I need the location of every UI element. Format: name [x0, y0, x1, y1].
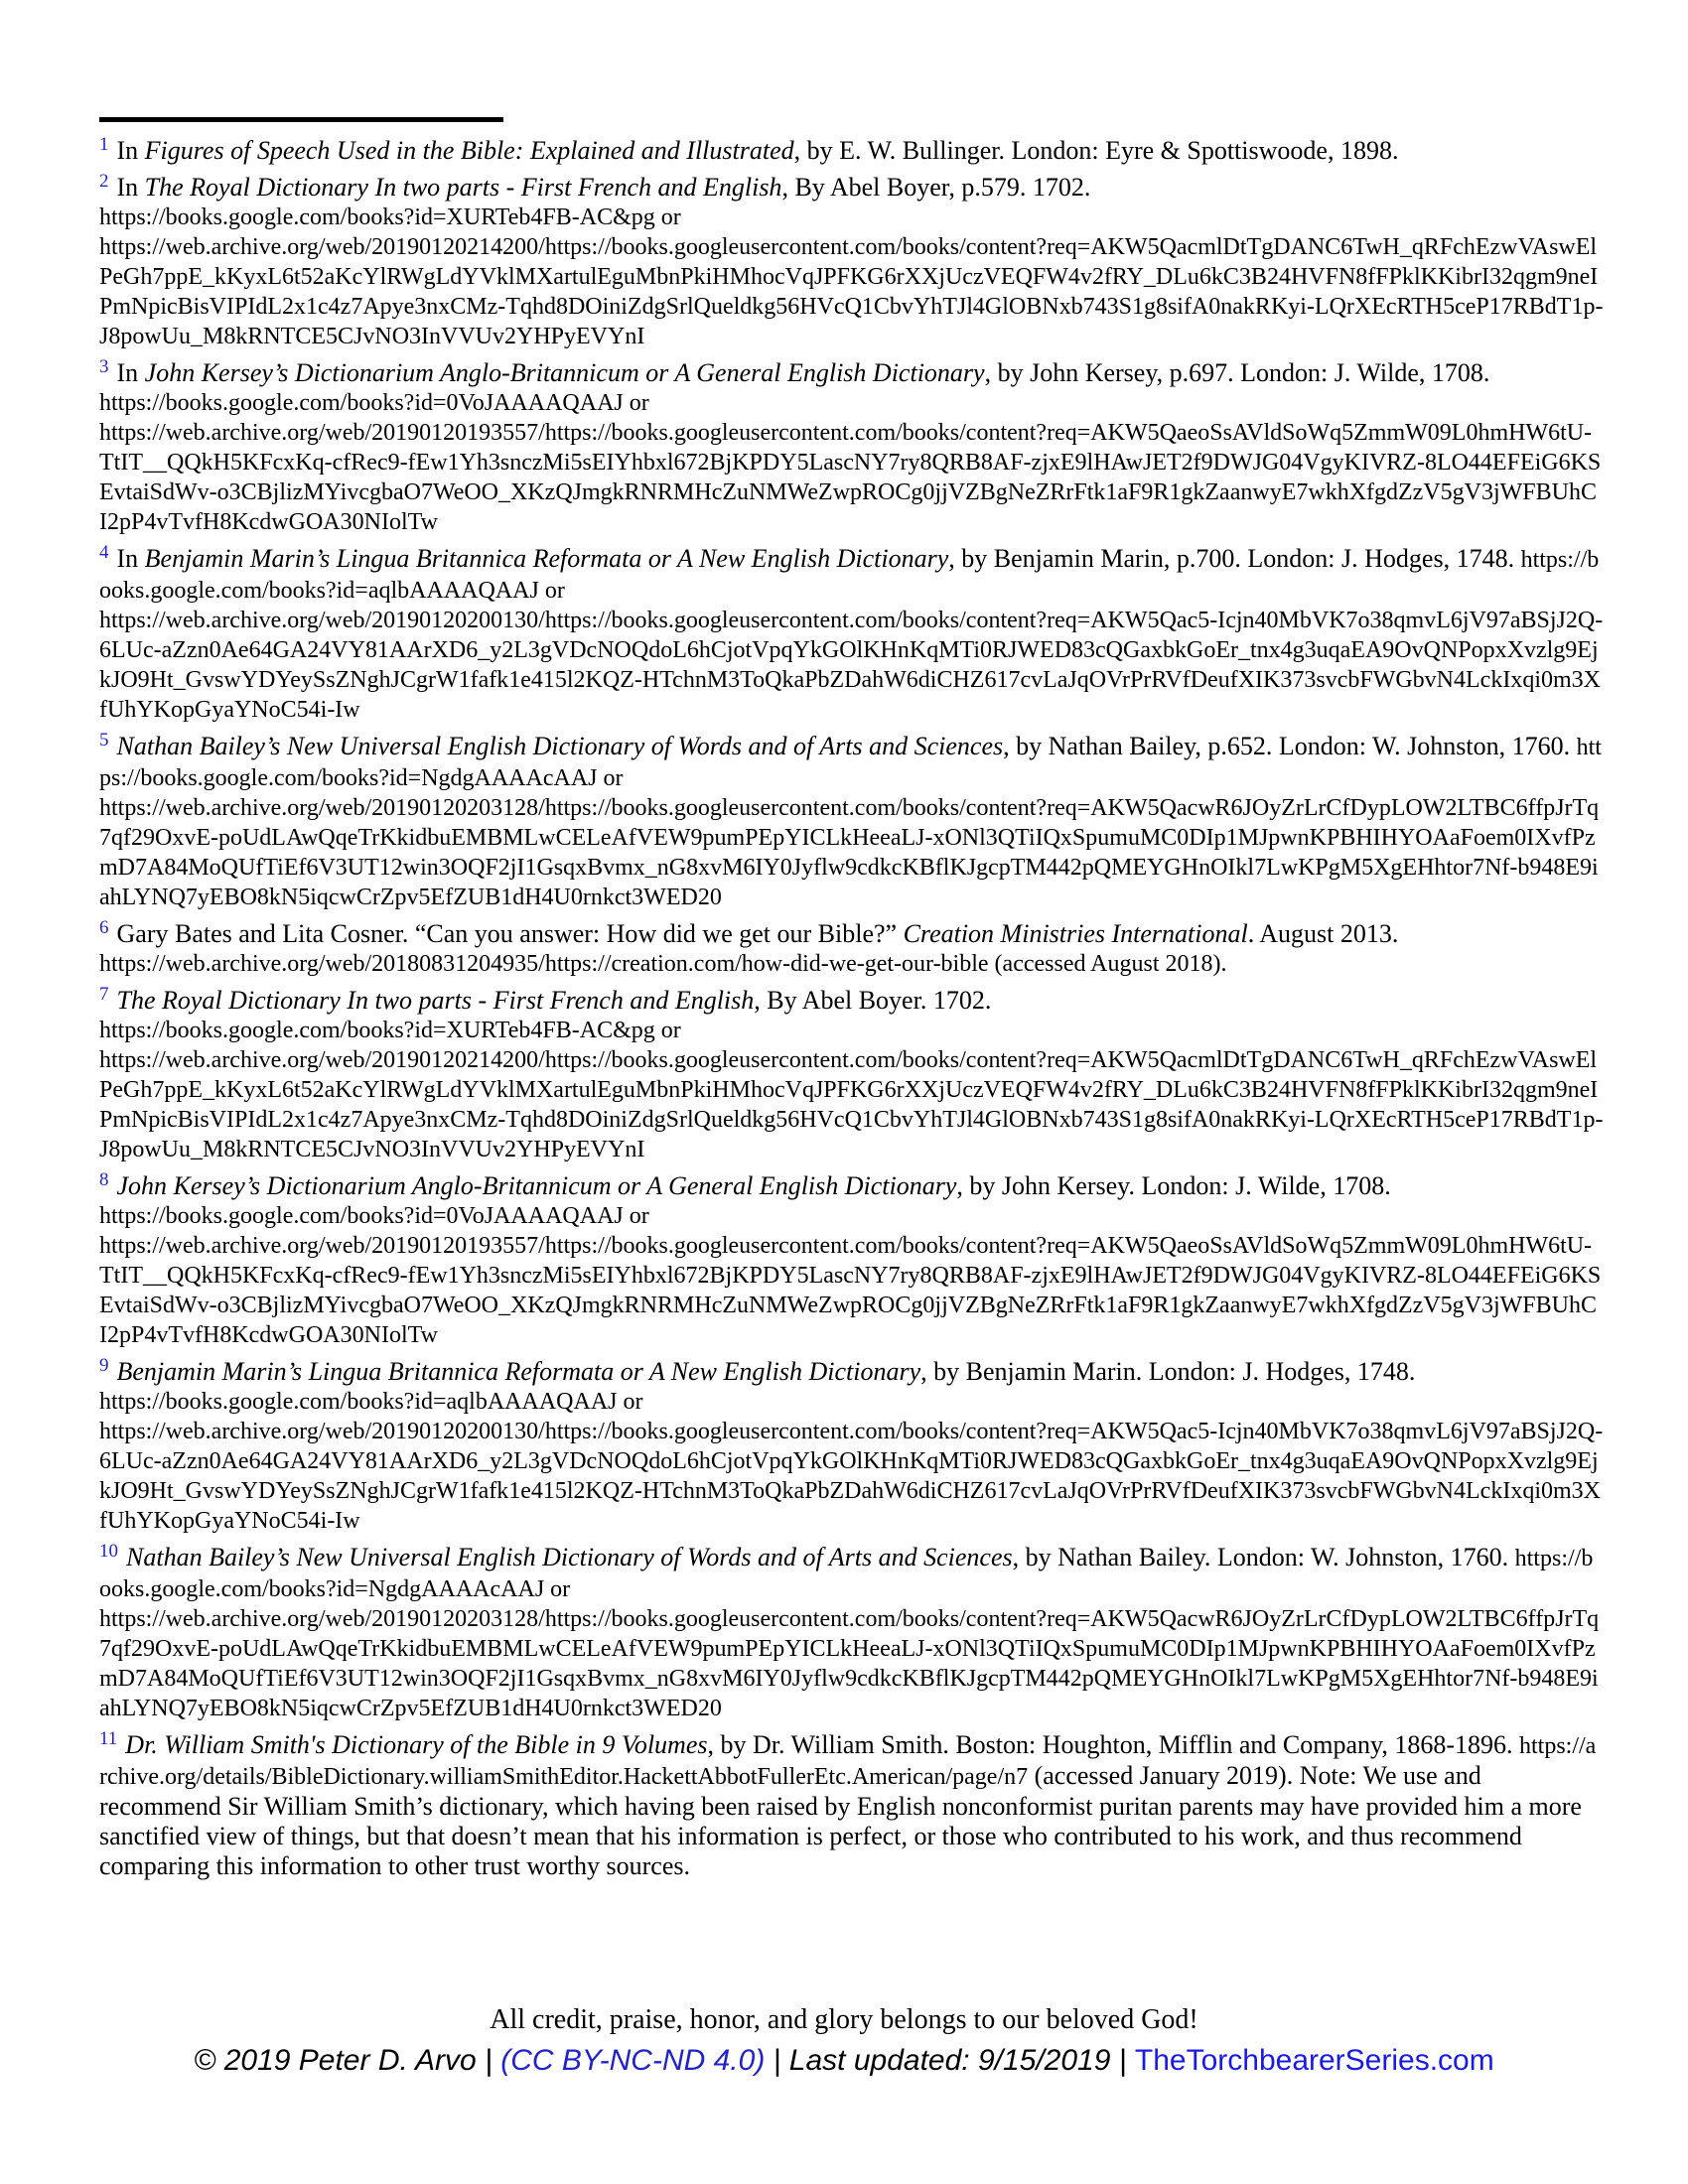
url-line: https://web.archive.org/web/20190120200130/https://books.googleusercontent.com/books/content?req=AKW5Qac5-Icjn40MbVK7o38qmvL6jV97aBSjJ2Q-6LUc-aZzn0Ae64GA24VY81AArXD6_y2L3gVDcNOQdoL6hCjotVpqYkGOlKHnKqMTi0RJWED83cQGaxbkGoEr_tnx4g3uqaEA9OvQNPopxXvzlg9EjkJO9Ht_GvswYDYeySsZNghJCgrW1fafk1e415l2KQZ-HTchnM3ToQkaPbZDahW6diCHZ617cvLaJqOVrPrRVfDeufXIK373svcbFWGbvN4LckIxqi0m3XfUhYKopGyaYNoC54i-Iw	[99, 1419, 1604, 1534]
citation-text: , by Benjamin Marin. London: J. Hodges, 1748.	[920, 1357, 1416, 1386]
copyright-line	[0, 2041, 1688, 2081]
url-line: https://web.archive.org/web/20180831204935/https://creation.com/how-did-we-get-our-bible (accessed August 2018).	[99, 951, 1227, 977]
url-line: https://web.archive.org/web/20190120200130/https://books.googleusercontent.com/books/content?req=AKW5Qac5-Icjn40MbVK7o38qmvL6jV97aBSjJ2Q-6LUc-aZzn0Ae64GA24VY81AArXD6_y2L3gVDcNOQdoL6hCjotVpqYkGOlKHnKqMTi0RJWED83cQGaxbkGoEr_tnx4g3uqaEA9OvQNPopxXvzlg9EjkJO9Ht_GvswYDYeySsZNghJCgrW1fafk1e415l2KQZ-HTchnM3ToQkaPbZDahW6diCHZ617cvLaJqOVrPrRVfDeufXIK373svcbFWGbvN4LckIxqi0m3XfUhYKopGyaYNoC54i-Iw	[99, 608, 1604, 723]
url-line: https://web.archive.org/web/20190120193557/https://books.googleusercontent.com/books/content?req=AKW5QaeoSsAVldSoWq5ZmmW09L0hmHW6tU-TtIT__QQkH5KFcxKq-cfRec9-fEw1Yh3snczMi5sEIYhbxl672BjKPDY5LascNY7ry8QRB8AF-zjxE9lHAwJET2f9DWJG04VgyKIVRZ-8LO44EFEiG6KSEvtaiSdWv-o3CBjlizMYivcgbaO7WeOO_XKzQJmgkRNRMHcZuNMWeZwpROCg0jjVZBgNeZRrFtk1aF9R1gkZaanwyE7wkhXfgdZzV5gV3jWFBUhCI2pP4vTvfH8KcdwGOA30NIolTw	[99, 420, 1602, 535]
inline-url: https://books.google.com/books?id=NgdgAAAAcAAJ or	[99, 1546, 1594, 1602]
footnote-number: 1	[99, 134, 109, 155]
work-title: Nathan Bailey’s New Universal English Dictionary of Words and of Arts and Sciences	[116, 732, 1004, 760]
last-updated-text: Last updated: 9/15/2019	[788, 2044, 1111, 2077]
footnote-number: 11	[99, 1728, 118, 1749]
inline-url: https://books.google.com/books?id=NgdgAAAAcAAJ or	[99, 735, 1602, 791]
citation-text: In	[116, 173, 145, 202]
work-title: The Royal Dictionary In two parts - First French and English	[144, 173, 782, 202]
credit-line: All credit, praise, honor, and glory belongs to our beloved God!	[490, 2004, 1198, 2035]
footnote-number: 5	[99, 730, 109, 751]
separator-text: |	[1110, 2044, 1135, 2077]
work-title: Dr. William Smith's Dictionary of the Bible in 9 Volumes	[125, 1730, 708, 1759]
cc-license-link[interactable]: (CC BY-NC-ND 4.0)	[500, 2044, 766, 2077]
work-title: Figures of Speech Used in the Bible: Explained and Illustrated	[144, 136, 794, 165]
work-title: Benjamin Marin’s Lingua Britannica Reformata or A New English Dictionary	[116, 1357, 921, 1386]
footnote-number: 3	[99, 356, 109, 377]
citation-text: , by Benjamin Marin, p.700. London: J. Hodges, 1748.	[948, 544, 1521, 573]
footnote-item-7	[99, 986, 1604, 1164]
citation-text: , By Abel Boyer, p.579. 1702.	[781, 173, 1091, 202]
url-line: https://web.archive.org/web/20190120193557/https://books.googleusercontent.com/books/content?req=AKW5QaeoSsAVldSoWq5ZmmW09L0hmHW6tU-TtIT__QQkH5KFcxKq-cfRec9-fEw1Yh3snczMi5sEIYhbxl672BjKPDY5LascNY7ry8QRB8AF-zjxE9lHAwJET2f9DWJG04VgyKIVRZ-8LO44EFEiG6KSEvtaiSdWv-o3CBjlizMYivcgbaO7WeOO_XKzQJmgkRNRMHcZuNMWeZwpROCg0jjVZBgNeZRrFtk1aF9R1gkZaanwyE7wkhXfgdZzV5gV3jWFBUhCI2pP4vTvfH8KcdwGOA30NIolTw	[99, 1233, 1602, 1348]
footnote-item-9	[99, 1357, 1604, 1536]
footnote-number: 9	[99, 1355, 109, 1376]
torchbearer-website-link[interactable]: TheTorchbearerSeries.com	[1134, 2044, 1494, 2077]
work-title: Creation Ministries International	[903, 919, 1248, 948]
footnote-item-2	[99, 173, 1604, 351]
url-line: https://books.google.com/books?id=0VoJAAAAQAAJ or	[99, 1203, 649, 1229]
separator-text: |	[476, 2044, 501, 2077]
footnote-number: 8	[99, 1169, 109, 1190]
url-line: https://web.archive.org/web/20190120203128/https://books.googleusercontent.com/books/content?req=AKW5QacwR6JOyZrLrCfDypLOW2LTBC6ffpJrTq7qf29OxvE-poUdLAwQqeTrKkidbuEMBMLwCELeAfVEW9pumPEpYICLkHeeaLJ-xONl3QTiIQxSpumuMC0DIp1MJpwnKPBHIHYOAaFoem0IXvfPzmD7A84MoQUfTiEf6V3UT12win3OQF2jI1GsqxBvmx_nG8xvM6IY0Jyflw9cdkcKBflKJgcpTM442pQMEYGHnOIkl7LwKPgM5XgEHhtor7Nf-b948E9iahLYNQ7yEBO8kN5iqcwCrZpv5EfZUB1dH4U0rnkct3WED20	[99, 1606, 1600, 1721]
url-line: https://books.google.com/books?id=XURTeb4FB-AC&pg or	[99, 1018, 681, 1043]
citation-text: , by Nathan Bailey. London: W. Johnston, 1760.	[1012, 1543, 1515, 1571]
citation-text: . August 2013.	[1247, 919, 1399, 948]
citation-text: , by Nathan Bailey, p.652. London: W. Johnston, 1760.	[1003, 732, 1577, 760]
footnote-item-6	[99, 919, 1604, 979]
citation-text: Gary Bates and Lita Cosner. “Can you answer: How did we get our Bible?”	[116, 919, 904, 948]
work-title: Benjamin Marin’s Lingua Britannica Reformata or A New English Dictionary	[144, 544, 949, 573]
url-line: https://books.google.com/books?id=XURTeb4FB-AC&pg or	[99, 205, 681, 230]
citation-text: , by E. W. Bullinger. London: Eyre & Spottiswoode, 1898.	[793, 136, 1399, 165]
inline-url: https://books.google.com/books?id=aqlbAAAAQAAJ or	[99, 547, 1600, 604]
url-line: https://web.archive.org/web/20190120214200/https://books.googleusercontent.com/books/content?req=AKW5QacmlDtTgDANC6TwH_qRFchEzwVAswElPeGh7ppE_kKyxL6t52aKcYlRWgLdYVklMXartulEguMbnPkiHMhocVqJPFKG6rXXjUczVEQFW4v2fRY_DLu6kC3B24HVFN8fFPklKKibrI32qgm9neIPmNpicBisVIPIdL2x1c4z7Apye3nxCMz-Tqhd8DOiniZdgSrlQueldkg56HVcQ1CbvYhTJl4GlOBNxb743S1g8sifA0nakRKyi-LQrXEcRTH5ceP17RBdT1p-J8powUu_M8kRNTCE5CJvNO3InVVUv2YHPyEVYnI	[99, 1047, 1604, 1162]
citation-text: In	[116, 358, 145, 387]
work-title: John Kersey’s Dictionarium Anglo-Britannicum or A General English Dictionary	[144, 358, 985, 387]
footnote-item-4	[99, 544, 1604, 725]
work-title: The Royal Dictionary In two parts - First French and English	[116, 986, 755, 1015]
footnote-item-3	[99, 358, 1604, 537]
footnote-item-8	[99, 1171, 1604, 1350]
footnote-item-11	[99, 1730, 1604, 1881]
citation-text: In	[116, 544, 145, 573]
url-line: https://web.archive.org/web/20190120214200/https://books.googleusercontent.com/books/content?req=AKW5QacmlDtTgDANC6TwH_qRFchEzwVAswElPeGh7ppE_kKyxL6t52aKcYlRWgLdYVklMXartulEguMbnPkiHMhocVqJPFKG6rXXjUczVEQFW4v2fRY_DLu6kC3B24HVFN8fFPklKKibrI32qgm9neIPmNpicBisVIPIdL2x1c4z7Apye3nxCMz-Tqhd8DOiniZdgSrlQueldkg56HVcQ1CbvYhTJl4GlOBNxb743S1g8sifA0nakRKyi-LQrXEcRTH5ceP17RBdT1p-J8powUu_M8kRNTCE5CJvNO3InVVUv2YHPyEVYnI	[99, 234, 1604, 349]
url-line: https://books.google.com/books?id=0VoJAAAAQAAJ or	[99, 390, 649, 416]
page-footer	[0, 2003, 1688, 2081]
citation-text: (accessed January 2019). Note: We use and recommend Sir William Smith’s dictionary, which having been raised by English nonconformist puritan parents may have provided him a more sanctified view of things, but that doesn’t mean that his information is perfect, or those who contributed to his work, and thus recommend comparing this information to other trust worthy sources.	[99, 1761, 1582, 1880]
footnote-item-5	[99, 732, 1604, 912]
citation-text: , by John Kersey, p.697. London: J. Wilde, 1708.	[984, 358, 1490, 387]
footnote-number: 10	[99, 1541, 118, 1562]
inline-url: https://archive.org/details/BibleDictionary.williamSmithEditor.HackettAbbotFullerEtc.American/page/n7	[99, 1733, 1597, 1790]
url-line: https://web.archive.org/web/20190120203128/https://books.googleusercontent.com/books/content?req=AKW5QacwR6JOyZrLrCfDypLOW2LTBC6ffpJrTq7qf29OxvE-poUdLAwQqeTrKkidbuEMBMLwCELeAfVEW9pumPEpYICLkHeeaLJ-xONl3QTiIQxSpumuMC0DIp1MJpwnKPBHIHYOAaFoem0IXvfPzmD7A84MoQUfTiEf6V3UT12win3OQF2jI1GsqxBvmx_nG8xvM6IY0Jyflw9cdkcKBflKJgcpTM442pQMEYGHnOIkl7LwKPgM5XgEHhtor7Nf-b948E9iahLYNQ7yEBO8kN5iqcwCrZpv5EfZUB1dH4U0rnkct3WED20	[99, 795, 1600, 910]
citation-text: , by John Kersey. London: J. Wilde, 1708.	[956, 1171, 1391, 1200]
separator-text: |	[765, 2044, 789, 2077]
work-title: John Kersey’s Dictionarium Anglo-Britannicum or A General English Dictionary	[116, 1171, 957, 1200]
citation-text: , By Abel Boyer. 1702.	[754, 986, 992, 1015]
footnotes-list	[99, 136, 1604, 1881]
url-line: https://books.google.com/books?id=aqlbAAAAQAAJ or	[99, 1389, 643, 1415]
copyright-text: © 2019 Peter D. Arvo	[194, 2044, 477, 2077]
footnote-number: 4	[99, 542, 109, 563]
footnote-number: 6	[99, 917, 109, 938]
footnote-item-1	[99, 136, 1604, 166]
footnote-number: 2	[99, 171, 109, 192]
footnote-number: 7	[99, 984, 109, 1005]
citation-text: , by Dr. William Smith. Boston: Houghton, Mifflin and Company, 1868-1896.	[707, 1730, 1519, 1759]
work-title: Nathan Bailey’s New Universal English Dictionary of Words and of Arts and Sciences	[126, 1543, 1013, 1571]
footnote-separator-rule	[99, 117, 503, 122]
citation-text: In	[116, 136, 145, 165]
footnote-item-10	[99, 1543, 1604, 1723]
